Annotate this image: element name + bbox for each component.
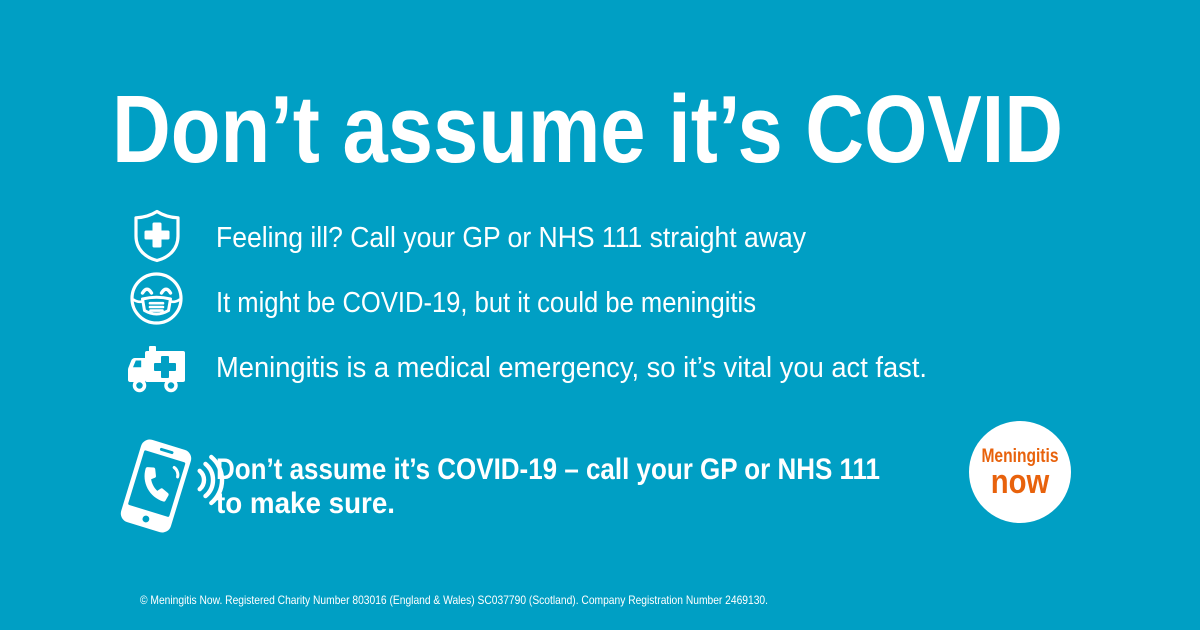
logo-text-meningitis: Meningitis: [981, 446, 1059, 467]
shield-cross-icon: [131, 209, 183, 263]
cta-text-line1: Don’t assume it’s COVID-19 – call your GP or NHS 111: [216, 453, 880, 486]
cta-text-line2: to make sure.: [216, 487, 395, 520]
phone-call-icon: [116, 436, 230, 540]
bullet-text-2: It might be COVID-19, but it could be meningitis: [216, 287, 756, 319]
footer: [140, 589, 775, 611]
ambulance-icon: [126, 341, 192, 397]
mask-face-icon: [129, 271, 184, 326]
headline-text: Don’t assume it’s COVID: [112, 76, 1063, 183]
bullet-row-3: [216, 345, 936, 387]
bullet-text-1: Feeling ill? Call your GP or NHS 111 straight away: [216, 222, 807, 254]
logo-text-now: now: [990, 463, 1050, 501]
bullet-row-1: [216, 215, 816, 257]
cta-line-2: [216, 481, 416, 523]
footer-disclaimer: © Meningitis Now. Registered Charity Number 803016 (England & Wales) SC037790 (Scotland). Company Registration Number 2469130.: [140, 593, 768, 607]
bullet-row-2: [216, 280, 761, 322]
headline: [112, 76, 1072, 183]
meningitis-now-logo: [969, 421, 1071, 523]
bullet-text-3: Meningitis is a medical emergency, so it’s vital you act fast.: [216, 352, 927, 384]
